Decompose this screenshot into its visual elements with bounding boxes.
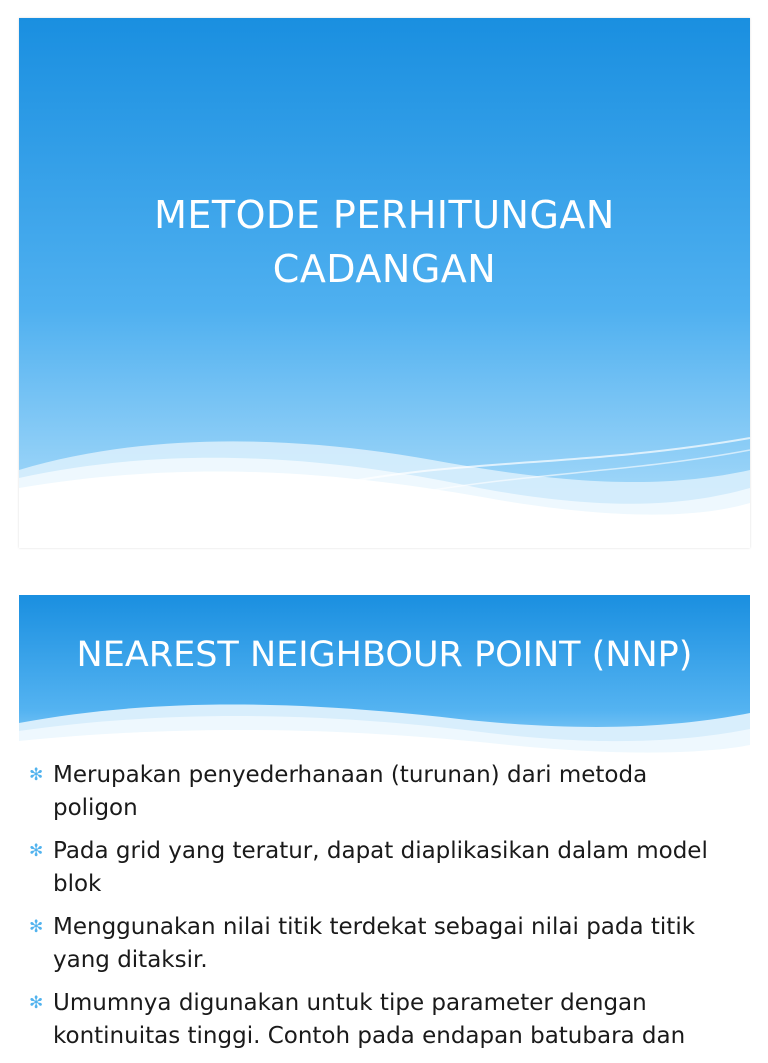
slide1-title-line2: CADANGAN	[272, 247, 497, 291]
content-slide	[19, 595, 750, 1049]
slide2-header-background	[19, 595, 750, 760]
slide2-title: NEAREST NEIGHBOUR POINT (NNP)	[76, 635, 693, 675]
bullet-list	[29, 759, 729, 1063]
list-item	[29, 835, 729, 901]
list-item	[29, 987, 729, 1053]
slide1-title-line1: METODE PERHITUNGAN	[154, 193, 615, 237]
title-slide	[19, 18, 750, 548]
asterisk-bullet-icon: ✻	[29, 993, 44, 1013]
bullet-line2: kontinuitas tinggi. Contoh pada endapan batubara dan	[53, 1023, 686, 1049]
asterisk-bullet-icon: ✻	[29, 917, 44, 937]
bullet-line1: Umumnya digunakan untuk tipe parameter dengan	[53, 990, 647, 1016]
bullet-line2: poligon	[53, 795, 138, 821]
bullet-line2: blok	[53, 871, 102, 897]
asterisk-bullet-icon: ✻	[29, 841, 44, 861]
list-item	[29, 759, 729, 825]
bullet-line1: Pada grid yang teratur, dapat diaplikasikan dalam model	[53, 838, 708, 864]
slide1-title	[19, 188, 750, 296]
asterisk-bullet-icon: ✻	[29, 765, 44, 785]
bullet-line2: yang ditaksir.	[53, 947, 208, 973]
bullet-line1: Menggunakan nilai titik terdekat sebagai nilai pada titik	[53, 914, 696, 940]
bullet-line1: Merupakan penyederhanaan (turunan) dari metoda	[53, 762, 648, 788]
list-item	[29, 911, 729, 977]
